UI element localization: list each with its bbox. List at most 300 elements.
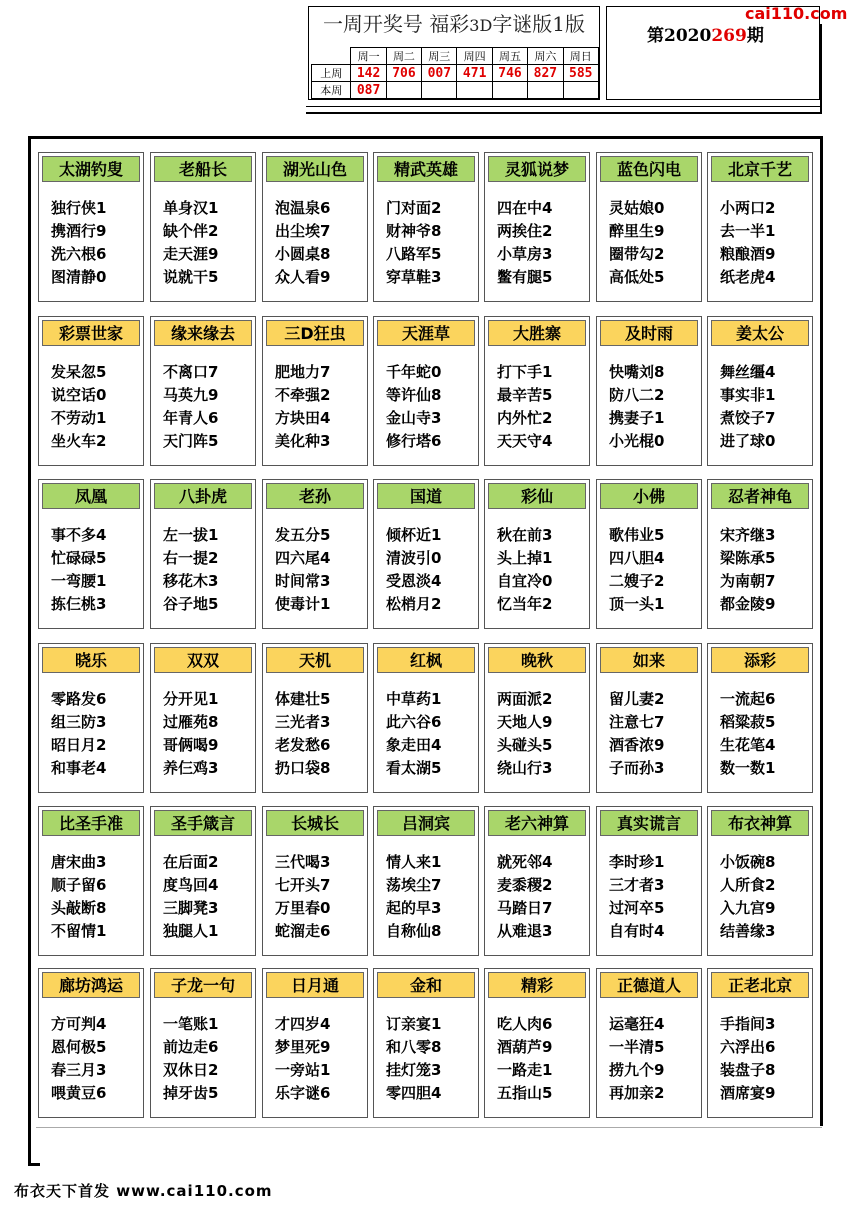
riddle-card-title: 正德道人 <box>600 972 698 998</box>
riddle-card-title: 缘来缘去 <box>154 320 252 346</box>
riddle-line: 过雁苑8 <box>163 713 219 731</box>
riddle-line: 都金陵9 <box>720 595 776 613</box>
riddle-line: 防八二2 <box>609 386 665 404</box>
riddle-card <box>707 643 813 793</box>
riddle-line: 修行塔6 <box>386 432 442 450</box>
riddle-line: 高低处5 <box>609 268 665 286</box>
riddle-lines <box>720 197 775 289</box>
frame-top <box>28 136 822 139</box>
riddle-line: 忆当年2 <box>497 595 553 613</box>
riddle-line: 麦黍稷2 <box>497 876 553 894</box>
riddle-line: 舞丝缰4 <box>720 363 776 381</box>
riddle-line: 醉里生9 <box>609 222 665 240</box>
riddle-lines <box>720 524 775 616</box>
riddle-line: 生花笔4 <box>720 736 776 754</box>
riddle-line: 谷子地5 <box>163 595 219 613</box>
riddle-line: 泡温泉6 <box>275 199 331 217</box>
riddle-line: 事实非1 <box>720 386 776 404</box>
riddle-line: 快嘴刘8 <box>609 363 665 381</box>
day-label: 周六 <box>528 48 563 65</box>
riddle-line: 忙碌碌5 <box>51 549 107 567</box>
riddle-lines <box>497 361 552 453</box>
result-value <box>563 82 598 99</box>
riddle-line: 结善缘3 <box>720 922 776 940</box>
riddle-lines <box>275 1013 330 1105</box>
riddle-card <box>707 479 813 629</box>
riddle-line: 四六尾4 <box>275 549 331 567</box>
riddle-card <box>150 152 256 302</box>
result-value: 706 <box>386 65 421 82</box>
riddle-line: 两挨住2 <box>497 222 553 240</box>
riddle-line: 打下手1 <box>497 363 553 381</box>
riddle-lines <box>163 524 218 616</box>
riddle-lines <box>163 361 218 453</box>
riddle-card <box>484 643 590 793</box>
riddle-card-title: 圣手箴言 <box>154 810 252 836</box>
riddle-line: 象走田4 <box>386 736 442 754</box>
riddle-line: 订亲宴1 <box>386 1015 442 1033</box>
riddle-card-title: 晓乐 <box>42 647 140 673</box>
day-label: 周三 <box>422 48 457 65</box>
riddle-card <box>373 643 479 793</box>
riddle-line: 养仨鸡3 <box>163 759 219 777</box>
riddle-line: 入九宫9 <box>720 899 776 917</box>
riddle-line: 自有时4 <box>609 922 665 940</box>
riddle-line: 万里春0 <box>275 899 331 917</box>
riddle-card <box>707 316 813 466</box>
riddle-card-title: 如来 <box>600 647 698 673</box>
riddle-line: 装盘子8 <box>720 1061 776 1079</box>
riddle-line: 天门阵5 <box>163 432 219 450</box>
riddle-card-title: 忍者神龟 <box>711 483 809 509</box>
riddle-line: 说空话0 <box>51 386 107 404</box>
riddle-card-title: 国道 <box>377 483 475 509</box>
riddle-line: 鳖有腿5 <box>497 268 553 286</box>
riddle-lines <box>51 524 106 616</box>
riddle-card <box>262 316 368 466</box>
riddle-line: 自宜冷0 <box>497 572 553 590</box>
riddle-line: 五指山5 <box>497 1084 553 1102</box>
riddle-line: 一弯腰1 <box>51 572 107 590</box>
riddle-line: 左一拔1 <box>163 526 219 544</box>
riddle-card-title: 老船长 <box>154 156 252 182</box>
riddle-card <box>707 968 813 1118</box>
riddle-line: 分开见1 <box>163 690 219 708</box>
riddle-line: 自称仙8 <box>386 922 442 940</box>
riddle-line: 方块田4 <box>275 409 331 427</box>
riddle-lines <box>386 1013 441 1105</box>
footer-text: 布衣天下首发 www.cai110.com <box>14 1182 273 1200</box>
riddle-line: 三代喝3 <box>275 853 331 871</box>
riddle-line: 昭日月2 <box>51 736 107 754</box>
riddle-card-title: 天涯草 <box>377 320 475 346</box>
riddle-line: 小草房3 <box>497 245 553 263</box>
riddle-line: 荡埃尘7 <box>386 876 442 894</box>
day-label: 周四 <box>457 48 492 65</box>
riddle-card <box>38 152 144 302</box>
riddle-card <box>262 479 368 629</box>
riddle-line: 零路发6 <box>51 690 107 708</box>
riddle-line: 七开头7 <box>275 876 331 894</box>
riddle-card-title: 彩仙 <box>488 483 586 509</box>
riddle-line: 情人来1 <box>386 853 442 871</box>
riddle-lines <box>497 1013 552 1105</box>
riddle-line: 最辛苦5 <box>497 386 553 404</box>
riddle-line: 度鸟回4 <box>163 876 219 894</box>
riddle-line: 右一提2 <box>163 549 219 567</box>
riddle-line: 独腿人1 <box>163 922 219 940</box>
day-label: 周日 <box>563 48 598 65</box>
riddle-lines <box>51 197 106 289</box>
riddle-line: 乐字谜6 <box>275 1084 331 1102</box>
riddle-card <box>373 152 479 302</box>
riddle-card-title: 添彩 <box>711 647 809 673</box>
riddle-line: 灵姑娘0 <box>609 199 665 217</box>
riddle-line: 四在中4 <box>497 199 553 217</box>
riddle-lines <box>51 688 106 780</box>
riddle-line: 哥俩喝9 <box>163 736 219 754</box>
riddle-line: 煮饺子7 <box>720 409 776 427</box>
riddle-line: 酒香浓9 <box>609 736 665 754</box>
divider <box>306 112 822 114</box>
riddle-line: 事不多4 <box>51 526 107 544</box>
riddle-card-title: 三D狂虫 <box>266 320 364 346</box>
result-value: 471 <box>457 65 492 82</box>
divider <box>36 1127 822 1128</box>
riddle-card <box>484 316 590 466</box>
riddle-line: 单身汉1 <box>163 199 219 217</box>
riddle-line: 中草药1 <box>386 690 442 708</box>
riddle-line: 此六谷6 <box>386 713 442 731</box>
riddle-card <box>596 806 702 956</box>
riddle-lines <box>275 851 330 943</box>
riddle-card-title: 北京千艺 <box>711 156 809 182</box>
riddle-line: 粮酿酒9 <box>720 245 776 263</box>
riddle-lines <box>609 361 664 453</box>
riddle-line: 松梢月2 <box>386 595 442 613</box>
riddle-card-title: 金和 <box>377 972 475 998</box>
riddle-line: 扔口袋8 <box>275 759 331 777</box>
riddle-card <box>596 643 702 793</box>
riddle-card <box>150 968 256 1118</box>
riddle-line: 拣仨桃3 <box>51 595 107 613</box>
riddle-lines <box>497 851 552 943</box>
riddle-card-title: 日月通 <box>266 972 364 998</box>
riddle-lines <box>386 361 441 453</box>
riddle-card-title: 彩票世家 <box>42 320 140 346</box>
riddle-lines <box>609 688 664 780</box>
week-results-table <box>311 47 599 99</box>
riddle-line: 注意七7 <box>609 713 665 731</box>
riddle-card <box>373 968 479 1118</box>
riddle-lines <box>720 1013 775 1105</box>
riddle-lines <box>720 361 775 453</box>
result-value <box>457 82 492 99</box>
riddle-line: 缺个伴2 <box>163 222 219 240</box>
riddle-line: 肥地力7 <box>275 363 331 381</box>
riddle-line: 发五分5 <box>275 526 331 544</box>
riddle-line: 三才者3 <box>609 876 665 894</box>
riddle-line: 顺子留6 <box>51 876 107 894</box>
riddle-line: 洗六根6 <box>51 245 107 263</box>
riddle-line: 看太湖5 <box>386 759 442 777</box>
riddle-line: 坐火车2 <box>51 432 107 450</box>
riddle-card <box>484 152 590 302</box>
riddle-line: 等许仙8 <box>386 386 442 404</box>
riddle-lines <box>720 851 775 943</box>
riddle-line: 手指间3 <box>720 1015 776 1033</box>
riddle-line: 吃人肉6 <box>497 1015 553 1033</box>
riddle-lines <box>163 688 218 780</box>
riddle-card <box>596 152 702 302</box>
riddle-line: 再加亲2 <box>609 1084 665 1102</box>
riddle-card-title: 正老北京 <box>711 972 809 998</box>
riddle-lines <box>720 688 775 780</box>
riddle-line: 三光者3 <box>275 713 331 731</box>
riddle-card-title: 吕洞宾 <box>377 810 475 836</box>
day-label: 周一 <box>351 48 386 65</box>
riddle-card <box>484 479 590 629</box>
riddle-line: 四八胆4 <box>609 549 665 567</box>
riddle-line: 绕山行3 <box>497 759 553 777</box>
riddle-lines <box>51 1013 106 1105</box>
result-value: 087 <box>351 82 386 99</box>
riddle-line: 一半清5 <box>609 1038 665 1056</box>
riddle-lines <box>386 851 441 943</box>
riddle-card <box>262 643 368 793</box>
riddle-line: 三脚凳3 <box>163 899 219 917</box>
riddle-card <box>262 806 368 956</box>
riddle-card-title: 八卦虎 <box>154 483 252 509</box>
riddle-lines <box>386 524 441 616</box>
riddle-line: 掉牙齿5 <box>163 1084 219 1102</box>
riddle-line: 二嫂子2 <box>609 572 665 590</box>
riddle-lines <box>275 688 330 780</box>
riddle-line: 就死邻4 <box>497 853 553 871</box>
riddle-card-title: 精彩 <box>488 972 586 998</box>
riddle-card-title: 凤凰 <box>42 483 140 509</box>
riddle-line: 圈带勾2 <box>609 245 665 263</box>
riddle-lines <box>163 851 218 943</box>
riddle-line: 过河卒5 <box>609 899 665 917</box>
riddle-card-title: 布衣神算 <box>711 810 809 836</box>
riddle-lines <box>497 688 552 780</box>
riddle-lines <box>275 361 330 453</box>
riddle-card <box>150 806 256 956</box>
last-week-label: 上周 <box>312 65 351 82</box>
riddle-lines <box>163 1013 218 1105</box>
riddle-line: 喂黄豆6 <box>51 1084 107 1102</box>
riddle-line: 一旁站1 <box>275 1061 331 1079</box>
riddle-line: 蛇溜走6 <box>275 922 331 940</box>
riddle-card-title: 精武英雄 <box>377 156 475 182</box>
riddle-line: 清波引0 <box>386 549 442 567</box>
riddle-card <box>262 968 368 1118</box>
result-value: 142 <box>351 65 386 82</box>
riddle-card-title: 湖光山色 <box>266 156 364 182</box>
riddle-line: 天天守4 <box>497 432 553 450</box>
riddle-line: 走天涯9 <box>163 245 219 263</box>
frame-corner <box>28 1163 40 1166</box>
riddle-line: 图清静0 <box>51 268 107 286</box>
riddle-card <box>262 152 368 302</box>
riddle-line: 出尘埃7 <box>275 222 331 240</box>
riddle-line: 马英九9 <box>163 386 219 404</box>
riddle-card-title: 老六神算 <box>488 810 586 836</box>
riddle-card <box>707 806 813 956</box>
riddle-lines <box>275 197 330 289</box>
riddle-line: 稻粱菽5 <box>720 713 776 731</box>
riddle-card <box>150 643 256 793</box>
riddle-line: 一路走1 <box>497 1061 553 1079</box>
riddle-card <box>596 316 702 466</box>
riddle-line: 数一数1 <box>720 759 776 777</box>
riddle-lines <box>609 197 664 289</box>
riddle-line: 说就干5 <box>163 268 219 286</box>
riddle-line: 起的早3 <box>386 899 442 917</box>
riddle-line: 金山寺3 <box>386 409 442 427</box>
riddle-line: 子而孙3 <box>609 759 665 777</box>
riddle-card <box>150 316 256 466</box>
riddle-line: 众人看9 <box>275 268 331 286</box>
riddle-line: 去一半1 <box>720 222 776 240</box>
riddle-line: 年青人6 <box>163 409 219 427</box>
riddle-line: 头碰头5 <box>497 736 553 754</box>
riddle-line: 运毫狂4 <box>609 1015 665 1033</box>
riddle-line: 发呆忽5 <box>51 363 107 381</box>
riddle-line: 小饭碗8 <box>720 853 776 871</box>
riddle-line: 不留情1 <box>51 922 107 940</box>
riddle-line: 梁陈承5 <box>720 549 776 567</box>
riddle-lines <box>497 197 552 289</box>
riddle-card-title: 长城长 <box>266 810 364 836</box>
riddle-card-title: 老孙 <box>266 483 364 509</box>
riddle-line: 穿草鞋3 <box>386 268 442 286</box>
riddle-line: 和事老4 <box>51 759 107 777</box>
riddle-line: 老发愁6 <box>275 736 331 754</box>
this-week-label: 本周 <box>312 82 351 99</box>
draw-results-title: 一周开奖号 福彩3D字谜版1版 <box>322 12 586 36</box>
day-label: 周二 <box>386 48 421 65</box>
riddle-line: 不离口7 <box>163 363 219 381</box>
riddle-line: 美化种3 <box>275 432 331 450</box>
riddle-card <box>596 479 702 629</box>
riddle-line: 捞九个9 <box>609 1061 665 1079</box>
riddle-line: 春三月3 <box>51 1061 107 1079</box>
riddle-card-title: 晚秋 <box>488 647 586 673</box>
riddle-card-title: 灵狐说梦 <box>488 156 586 182</box>
riddle-card-title: 双双 <box>154 647 252 673</box>
riddle-line: 不牵强2 <box>275 386 331 404</box>
riddle-line: 宋齐继3 <box>720 526 776 544</box>
riddle-line: 小圆桌8 <box>275 245 331 263</box>
riddle-lines <box>386 197 441 289</box>
riddle-card <box>38 806 144 956</box>
riddle-line: 酒葫芦9 <box>497 1038 553 1056</box>
riddle-lines <box>51 361 106 453</box>
riddle-line: 为南朝7 <box>720 572 776 590</box>
riddle-lines <box>51 851 106 943</box>
riddle-line: 从难退3 <box>497 922 553 940</box>
riddle-card <box>484 806 590 956</box>
riddle-line: 顶一头1 <box>609 595 665 613</box>
riddle-card <box>38 643 144 793</box>
riddle-line: 零四胆4 <box>386 1084 442 1102</box>
riddle-line: 头敲断8 <box>51 899 107 917</box>
riddle-line: 双休日2 <box>163 1061 219 1079</box>
riddle-card-title: 红枫 <box>377 647 475 673</box>
riddle-line: 挂灯笼3 <box>386 1061 442 1079</box>
riddle-lines <box>386 688 441 780</box>
riddle-line: 组三防3 <box>51 713 107 731</box>
frame-left <box>28 136 31 1166</box>
riddle-lines <box>163 197 218 289</box>
riddle-line: 财神爷8 <box>386 222 442 240</box>
riddle-card <box>38 479 144 629</box>
riddle-card-title: 天机 <box>266 647 364 673</box>
riddle-line: 使毒计1 <box>275 595 331 613</box>
riddle-line: 不劳动1 <box>51 409 107 427</box>
riddle-card-title: 真实谎言 <box>600 810 698 836</box>
riddle-line: 千年蛇0 <box>386 363 442 381</box>
day-label: 周五 <box>492 48 527 65</box>
last-week-row <box>312 65 599 82</box>
riddle-line: 马踏日7 <box>497 899 553 917</box>
riddle-card <box>38 968 144 1118</box>
riddle-line: 天地人9 <box>497 713 553 731</box>
riddle-line: 一笔账1 <box>163 1015 219 1033</box>
riddle-line: 秋在前3 <box>497 526 553 544</box>
riddle-line: 进了球0 <box>720 432 776 450</box>
site-logo-text: cai110.com <box>745 4 848 23</box>
riddle-line: 酒席宴9 <box>720 1084 776 1102</box>
riddle-card-title: 比圣手准 <box>42 810 140 836</box>
riddle-lines <box>497 524 552 616</box>
riddle-line: 独行侠1 <box>51 199 107 217</box>
issue-number: 第2020269期 <box>647 26 764 46</box>
riddle-line: 受恩淡4 <box>386 572 442 590</box>
riddle-lines <box>275 524 330 616</box>
riddle-card <box>373 479 479 629</box>
riddle-lines <box>609 851 664 943</box>
divider <box>820 24 822 114</box>
riddle-line: 纸老虎4 <box>720 268 776 286</box>
riddle-card-title: 廊坊鸿运 <box>42 972 140 998</box>
riddle-line: 门对面2 <box>386 199 442 217</box>
riddle-line: 倾杯近1 <box>386 526 442 544</box>
frame-right <box>820 136 823 1126</box>
riddle-line: 唐宋曲3 <box>51 853 107 871</box>
riddle-line: 时间常3 <box>275 572 331 590</box>
riddle-card-title: 大胜寨 <box>488 320 586 346</box>
riddle-line: 李时珍1 <box>609 853 665 871</box>
riddle-line: 和八零8 <box>386 1038 442 1056</box>
result-value: 585 <box>563 65 598 82</box>
riddle-line: 小两口2 <box>720 199 776 217</box>
riddle-line: 恩何极5 <box>51 1038 107 1056</box>
riddle-line: 两面派2 <box>497 690 553 708</box>
riddle-line: 体建壮5 <box>275 690 331 708</box>
result-value: 746 <box>492 65 527 82</box>
riddle-card-title: 及时雨 <box>600 320 698 346</box>
riddle-card <box>484 968 590 1118</box>
divider <box>306 106 822 107</box>
riddle-line: 携妻子1 <box>609 409 665 427</box>
riddle-line: 头上掉1 <box>497 549 553 567</box>
draw-results-box <box>308 6 600 100</box>
riddle-lines <box>609 524 664 616</box>
result-value <box>422 82 457 99</box>
